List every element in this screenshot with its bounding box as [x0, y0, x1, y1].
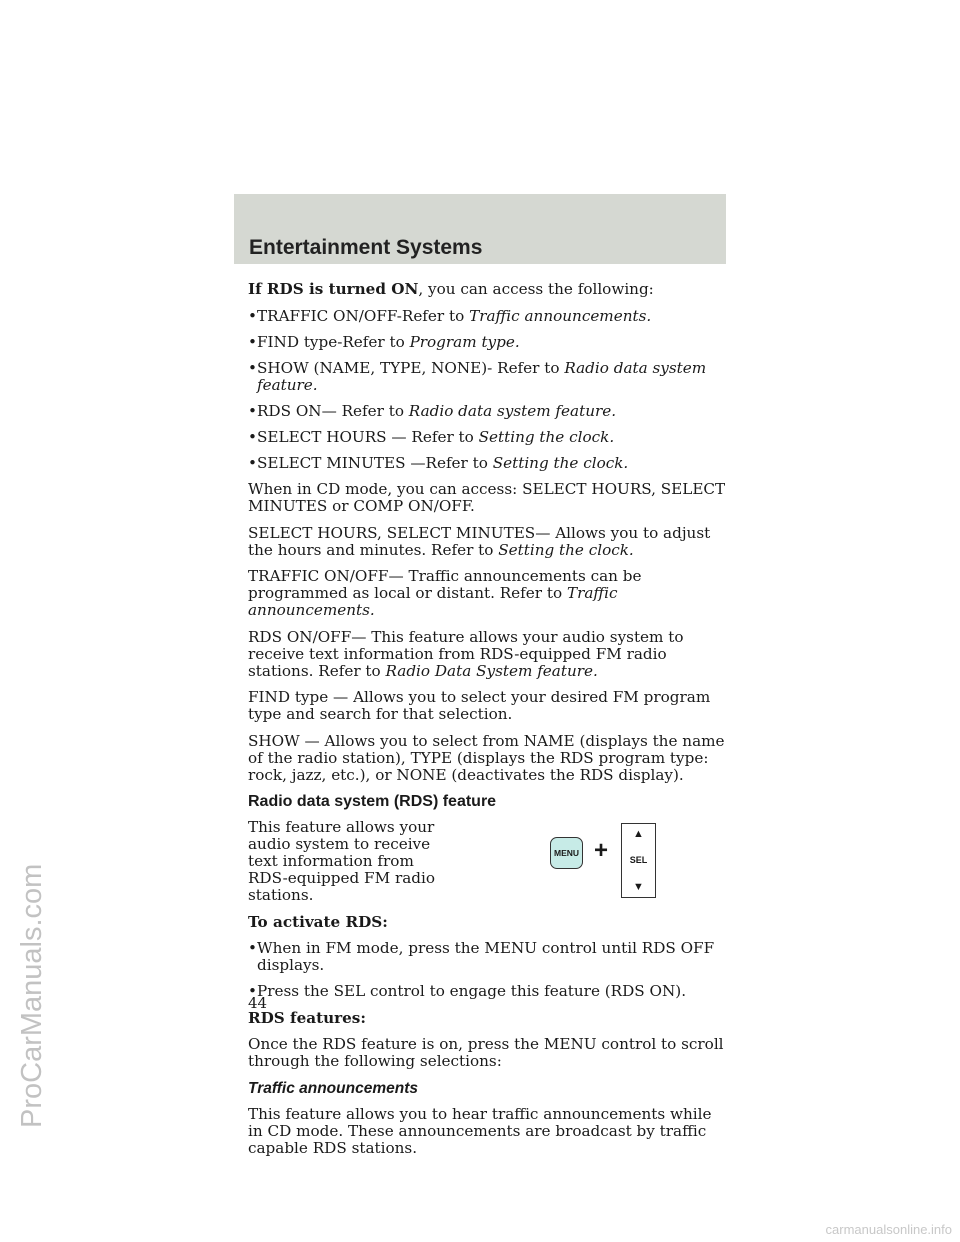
list-item: [248, 429, 728, 446]
list-item-ref: Setting the clock.: [492, 453, 629, 472]
find-type-paragraph: FIND type — Allows you to select your desired FM program type and search for that selection.: [248, 688, 711, 723]
features-paragraph: Once the RDS feature is on, press the MENU control to scroll through the following selections:: [248, 1035, 724, 1070]
list-item: [248, 308, 728, 325]
features-label: RDS features:: [248, 1008, 366, 1027]
list-item: [248, 360, 728, 394]
intro-paragraph: [248, 281, 728, 298]
list-item-ref: Program type.: [409, 332, 520, 351]
activate-list: [248, 940, 728, 1000]
list-item-text: SELECT HOURS — Refer to: [257, 427, 479, 446]
intro-rest: , you can access the following:: [418, 280, 654, 298]
rds-intro-text: This feature allows your audio system to receive text information from RDS-equipped FM radio stations.: [248, 818, 435, 904]
traffic-section-paragraph: This feature allows you to hear traffic announcements while in CD mode. These announcements are broadcast by traffic capable RDS stations.: [248, 1104, 712, 1157]
rds-heading: Radio data system (RDS) feature: [248, 793, 497, 810]
control-diagram: [550, 823, 660, 899]
list-item-text: RDS ON— Refer to: [257, 401, 409, 420]
list-item: • Press the SEL control to engage this feature (RDS ON).: [248, 983, 728, 1000]
intro-bold: If RDS is turned ON: [248, 280, 419, 298]
paragraph-text: TRAFFIC ON/OFF— Traffic announcements can be programmed as local or distant. Refer to: [248, 567, 642, 602]
activate-label: To activate RDS:: [248, 912, 388, 931]
list-item-ref: Radio data system feature.: [257, 358, 707, 394]
arrow-up-icon: ▲: [633, 828, 644, 840]
paragraph-ref: Traffic announcements.: [248, 584, 618, 619]
list-item-text: SHOW (NAME, TYPE, NONE)- Refer to: [257, 358, 565, 377]
select-hours-paragraph: [248, 525, 728, 559]
show-paragraph: SHOW — Allows you to select from NAME (displays the name of the radio station), TYPE (displays the RDS program type: rock, jazz, etc.), or NONE (deactivates the RDS display).: [248, 731, 725, 784]
paragraph-text: SELECT HOURS, SELECT MINUTES— Allows you to adjust the hours and minutes. Refer to: [248, 523, 711, 559]
arrow-down-icon: ▼: [633, 881, 644, 893]
page-number: 44: [248, 994, 268, 1012]
sel-label: SEL: [629, 855, 648, 865]
rds-onoff-paragraph: [248, 629, 728, 680]
list-item-ref: Setting the clock.: [478, 427, 615, 446]
plus-icon: +: [594, 837, 609, 864]
rds-intro-block: [248, 819, 728, 914]
list-item-ref: Radio data system feature.: [408, 401, 617, 420]
list-item-text: TRAFFIC ON/OFF-Refer to: [257, 306, 470, 325]
cd-mode-paragraph: When in CD mode, you can access: SELECT HOURS, SELECT MINUTES or COMP ON/OFF.: [248, 480, 726, 515]
list-item: [248, 455, 728, 472]
list-item-ref: Traffic announcements.: [469, 306, 652, 325]
menu-button-icon: MENU: [550, 837, 583, 869]
list-item-text: FIND type-Refer to: [257, 332, 410, 351]
section-header: [234, 194, 726, 264]
traffic-heading: Traffic announcements: [248, 1079, 418, 1097]
list-item-text: SELECT MINUTES —Refer to: [257, 453, 493, 472]
footer-url: carmanualsonline.info: [825, 1222, 952, 1237]
list-item: [248, 334, 728, 351]
sel-button-icon: [621, 823, 656, 898]
section-title: Entertainment Systems: [249, 236, 483, 259]
paragraph-ref: Setting the clock.: [498, 540, 634, 559]
page-content: [248, 281, 728, 1166]
paragraph-text: RDS ON/OFF— This feature allows your audio system to receive text information from RDS-equipped FM radio stations. Refer to: [248, 627, 684, 680]
watermark: ProCarManuals.com: [16, 863, 48, 1128]
list-item: [248, 403, 728, 420]
paragraph-ref: Radio Data System feature.: [385, 661, 598, 680]
rds-on-list: [248, 308, 728, 472]
list-item: • When in FM mode, press the MENU control until RDS OFF displays.: [248, 940, 728, 974]
traffic-paragraph: [248, 568, 728, 619]
